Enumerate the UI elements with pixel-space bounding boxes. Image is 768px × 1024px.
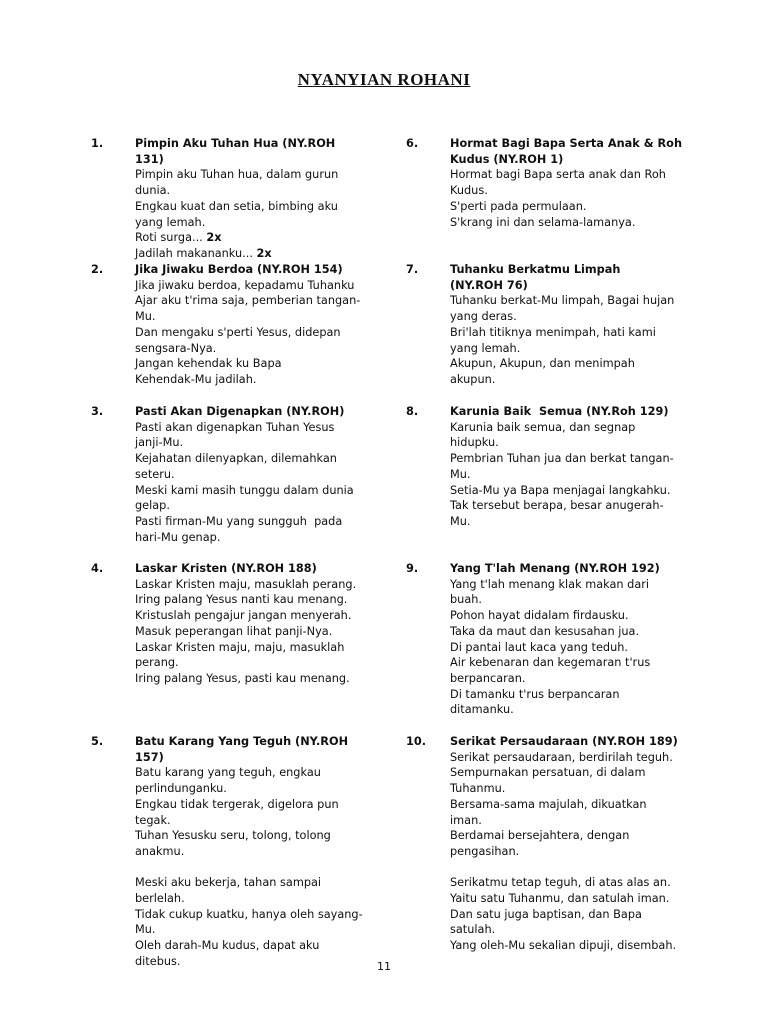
lyric-line: Di pantai laut kaca yang teduh. xyxy=(450,640,628,654)
lyric-line: anakmu. xyxy=(135,844,185,858)
lyric-line: Tuhanmu. xyxy=(450,782,506,796)
lyric-line: Tidak cukup kuatku, hanya oleh sayang- xyxy=(135,907,363,921)
lyric-line: Pimpin aku Tuhan hua, dalam gurun xyxy=(135,168,339,182)
lyric-line: Ajar aku t'rima saja, pemberian tangan- xyxy=(135,294,361,308)
lyric-line: perang. xyxy=(135,656,179,670)
lyric-line: hidupku. xyxy=(450,436,499,450)
lyric-line: Laskar Kristen maju, maju, masuklah xyxy=(135,640,345,654)
song-title-line: Yang T'lah Menang (NY.ROH 192) xyxy=(450,562,660,575)
lyric-line: berlelah. xyxy=(135,892,185,906)
lyric-line: seteru. xyxy=(135,467,175,481)
song-number: 6. xyxy=(406,137,419,150)
song-lyrics xyxy=(450,136,682,230)
lyric-line: pengasihan. xyxy=(450,844,520,858)
song-title-line: Batu Karang Yang Teguh (NY.ROH 157) xyxy=(135,735,352,764)
lyric-line: Yang oleh-Mu sekalian dipuji, disembah. xyxy=(450,939,677,953)
lyric-line: Kudus. xyxy=(450,184,488,198)
song-title-line: Karunia Baik Semua (NY.Roh 129) xyxy=(450,405,669,418)
song-number: 4. xyxy=(91,562,104,575)
lyric-line: perlindunganku. xyxy=(135,782,227,796)
song-title-line: Pimpin Aku Tuhan Hua (NY.ROH 131) xyxy=(135,137,340,166)
lyric-line: S'perti pada permulaan. xyxy=(450,199,587,213)
lyric-line: Sempurnakan persatuan, di dalam xyxy=(450,766,646,780)
lyric-line: Oleh darah-Mu kudus, dapat aku xyxy=(135,939,320,953)
lyric-line: Pasti firman-Mu yang sungguh pada xyxy=(135,514,343,528)
lyric-line: akupun. xyxy=(450,372,496,386)
lyric-line: Bri'lah titiknya menimpah, hati kami xyxy=(450,325,656,339)
lyric-line: Yaitu satu Tuhanmu, dan satulah iman. xyxy=(450,892,670,906)
lyric-line: yang lemah. xyxy=(450,341,521,355)
lyric-line: tegak. xyxy=(135,813,171,827)
lyric-line: Taka da maut dan kesusahan jua. xyxy=(450,624,640,638)
lyric-line: Iring palang Yesus nanti kau menang. xyxy=(135,593,348,607)
lyric-line: Jadilah makananku... 2x xyxy=(135,246,272,260)
song-number: 5. xyxy=(91,735,104,748)
song-lyrics xyxy=(135,561,367,687)
lyric-line: Dan satu juga baptisan, dan Bapa xyxy=(450,907,642,921)
song-number: 3. xyxy=(91,405,104,418)
lyric-line: Berdamai bersejahtera, dengan xyxy=(450,829,630,843)
song-title-line: Jika Jiwaku Berdoa (NY.ROH 154) xyxy=(135,263,343,276)
lyric-line: Kristuslah pengajur jangan menyerah. xyxy=(135,609,352,623)
lyric-line: yang lemah. xyxy=(135,215,206,229)
lyric-line: gelap. xyxy=(135,499,170,513)
stanza-gap xyxy=(450,860,682,876)
lyric-line: Pembrian Tuhan jua dan berkat tangan- xyxy=(450,452,674,466)
lyric-line: Tuhan Yesusku seru, tolong, tolong xyxy=(135,829,331,843)
lyric-line: Serikatmu tetap teguh, di atas alas an. xyxy=(450,876,671,890)
lyric-line: Jika jiwaku berdoa, kepadamu Tuhanku xyxy=(135,278,355,292)
song-lyrics xyxy=(450,561,682,718)
lyric-line: Batu karang yang teguh, engkau xyxy=(135,766,321,780)
lyric-line: buah. xyxy=(450,593,483,607)
lyric-line: Bersama-sama majulah, dikuatkan xyxy=(450,797,647,811)
lyric-line: Iring palang Yesus, pasti kau menang. xyxy=(135,671,350,685)
lyric-line: Hormat bagi Bapa serta anak dan Roh xyxy=(450,168,666,182)
song-title-line: Serikat Persaudaraan (NY.ROH 189) xyxy=(450,735,678,748)
song-number: 1. xyxy=(91,137,104,150)
lyric-line: Mu. xyxy=(135,923,156,937)
lyric-line: Jangan kehendak ku Bapa xyxy=(135,357,282,371)
song-number: 8. xyxy=(406,405,419,418)
song-lyrics xyxy=(450,262,682,388)
song-lyrics xyxy=(135,404,367,545)
lyric-line: Tak tersebut berapa, besar anugerah- xyxy=(450,499,664,513)
lyric-line: Engkau tidak tergerak, digelora pun xyxy=(135,797,339,811)
lyric-line: Roti surga... 2x xyxy=(135,231,222,245)
song-title-line: Hormat Bagi Bapa Serta Anak & Roh xyxy=(450,137,682,150)
lyric-line: Akupun, Akupun, dan menimpah xyxy=(450,357,635,371)
lyric-line: janji-Mu. xyxy=(135,436,184,450)
song-lyrics xyxy=(135,262,367,388)
lyric-line: ditamanku. xyxy=(450,703,514,717)
lyric-line: sengsara-Nya. xyxy=(135,341,217,355)
song-lyrics xyxy=(450,734,682,954)
lyric-line: Dan mengaku s'perti Yesus, didepan xyxy=(135,325,341,339)
song-lyrics xyxy=(135,136,367,262)
lyric-line: Kejahatan dilenyapkan, dilemahkan xyxy=(135,452,337,466)
lyric-line: Air kebenaran dan kegemaran t'rus xyxy=(450,656,651,670)
lyric-line: Yang t'lah menang klak makan dari xyxy=(450,577,650,591)
lyric-line: yang deras. xyxy=(450,310,517,324)
lyric-line: Tuhanku berkat-Mu limpah, Bagai hujan xyxy=(450,294,675,308)
lyric-line: Pohon hayat didalam firdausku. xyxy=(450,609,629,623)
repeat-marker: 2x xyxy=(206,231,222,245)
lyric-line: Mu. xyxy=(450,514,471,528)
lyric-line: Engkau kuat dan setia, bimbing aku xyxy=(135,199,338,213)
lyric-line: iman. xyxy=(450,813,482,827)
lyric-line: Mu. xyxy=(450,467,471,481)
lyric-line: Kehendak-Mu jadilah. xyxy=(135,372,257,386)
song-number: 10. xyxy=(406,735,427,748)
song-title-line: Kudus (NY.ROH 1) xyxy=(450,152,564,166)
song-lyrics xyxy=(135,734,367,970)
song-number: 9. xyxy=(406,562,419,575)
repeat-marker: 2x xyxy=(256,246,272,260)
song-title-line: (NY.ROH 76) xyxy=(450,278,528,292)
lyric-line: Mu. xyxy=(135,310,156,324)
song-number: 2. xyxy=(91,263,104,276)
stanza-gap xyxy=(135,860,367,876)
lyric-line: Meski kami masih tunggu dalam dunia xyxy=(135,483,354,497)
lyric-line: Karunia baik semua, dan segnap xyxy=(450,420,636,434)
song-lyrics xyxy=(450,404,682,530)
lyric-line: Pasti akan digenapkan Tuhan Yesus xyxy=(135,420,335,434)
lyric-line: satulah. xyxy=(450,923,496,937)
lyric-line: Meski aku bekerja, tahan sampai xyxy=(135,876,322,890)
lyric-line: Setia-Mu ya Bapa menjagai langkahku. xyxy=(450,483,671,497)
lyric-line: dunia. xyxy=(135,184,171,198)
lyric-line: berpancaran. xyxy=(450,671,526,685)
song-title-line: Tuhanku Berkatmu Limpah xyxy=(450,263,621,276)
song-title-line: Pasti Akan Digenapkan (NY.ROH) xyxy=(135,405,345,418)
song-title-line: Laskar Kristen (NY.ROH 188) xyxy=(135,562,317,575)
lyric-line: S'krang ini dan selama-lamanya. xyxy=(450,215,636,229)
song-number: 7. xyxy=(406,263,419,276)
page-number: 11 xyxy=(377,960,391,973)
lyric-line: Masuk peperangan lihat panji-Nya. xyxy=(135,624,333,638)
lyric-line: ditebus. xyxy=(135,954,181,968)
lyric-line: hari-Mu genap. xyxy=(135,530,221,544)
page-title: NYANYIAN ROHANI xyxy=(297,70,471,89)
lyric-line: Laskar Kristen maju, masuklah perang. xyxy=(135,577,357,591)
lyric-line: Di tamanku t'rus berpancaran xyxy=(450,687,620,701)
lyric-line: Serikat persaudaraan, berdirilah teguh. xyxy=(450,750,673,764)
